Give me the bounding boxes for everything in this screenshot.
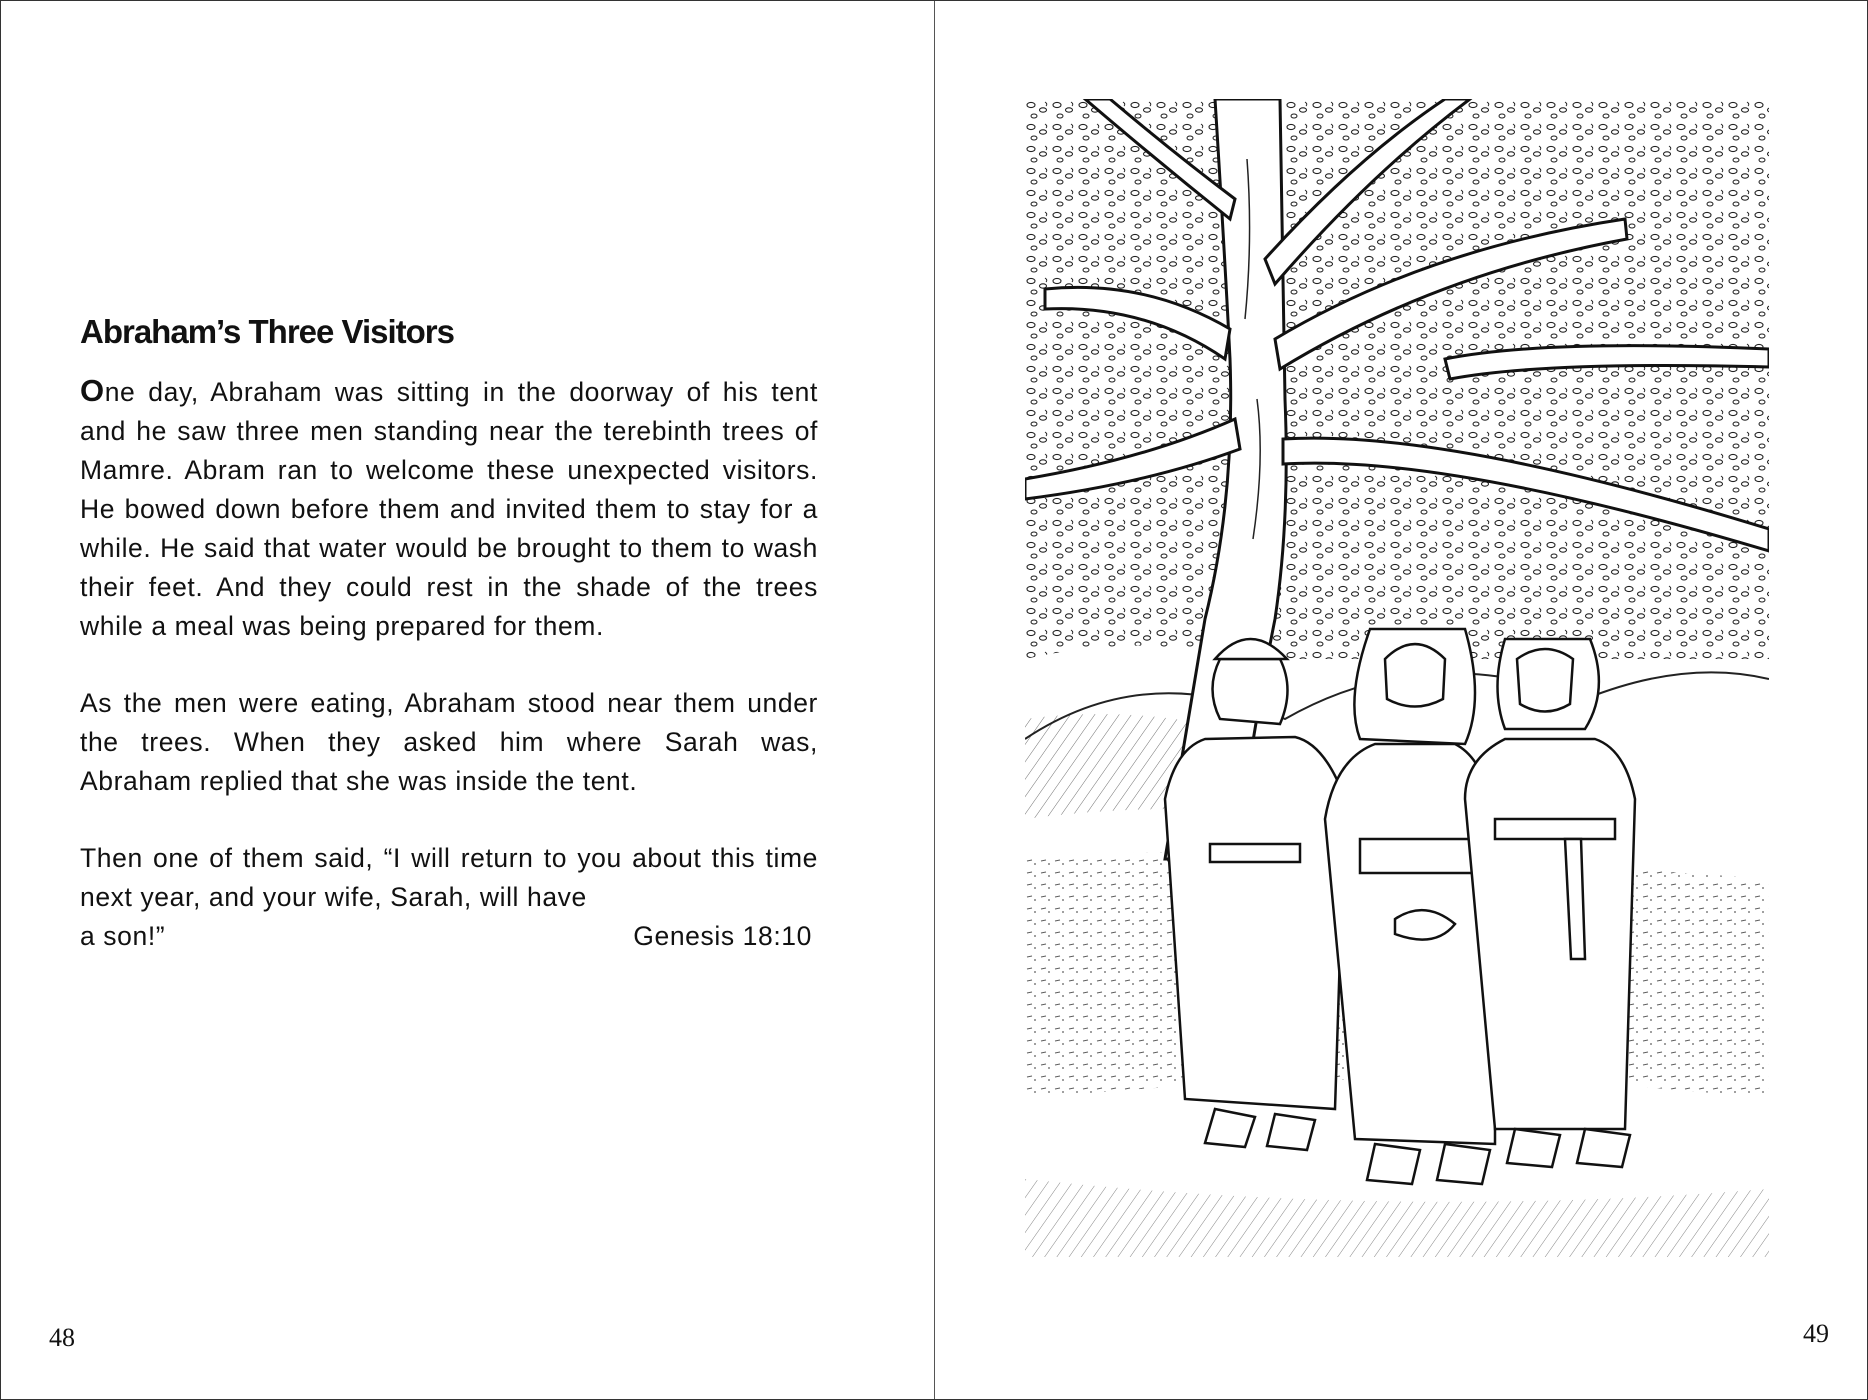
page-number-right: 49 [1803,1319,1829,1348]
drop-cap: O [80,373,105,408]
right-page [935,1,1867,1399]
story-body [80,371,818,956]
three-visitors-illustration-icon [1025,99,1769,1257]
scripture-reference: Genesis 18:10 [633,921,812,951]
paragraph-1-text: ne day, Abraham was sitting in the doorway of his tent and he saw three men standing near the terebinth trees of Mamre. Abram ran to welcome these unexpected visitors. He bowed down before them and invited them to stay for a while. He said that water would be brought to them to wash their feet. And they could rest in the shade of the trees while a meal was being prepared for them. [80,377,818,641]
left-page [1,1,934,1399]
paragraph-2: As the men were eating, Abraham stood near them under the trees. When they asked him where Sarah was, Abraham replied that she was inside the tent. [80,688,818,796]
paragraph-1 [80,371,818,646]
paragraph-3-text: Then one of them said, “I will return to you about this time next year, and your wife, Sarah, will have [80,843,818,912]
paragraph-3-last-line [80,917,818,956]
paragraph-3 [80,839,818,917]
page-number-left: 48 [49,1323,75,1352]
story-title: Abraham’s Three Visitors [80,313,454,350]
paragraph-3-end: a son!” [80,921,166,951]
